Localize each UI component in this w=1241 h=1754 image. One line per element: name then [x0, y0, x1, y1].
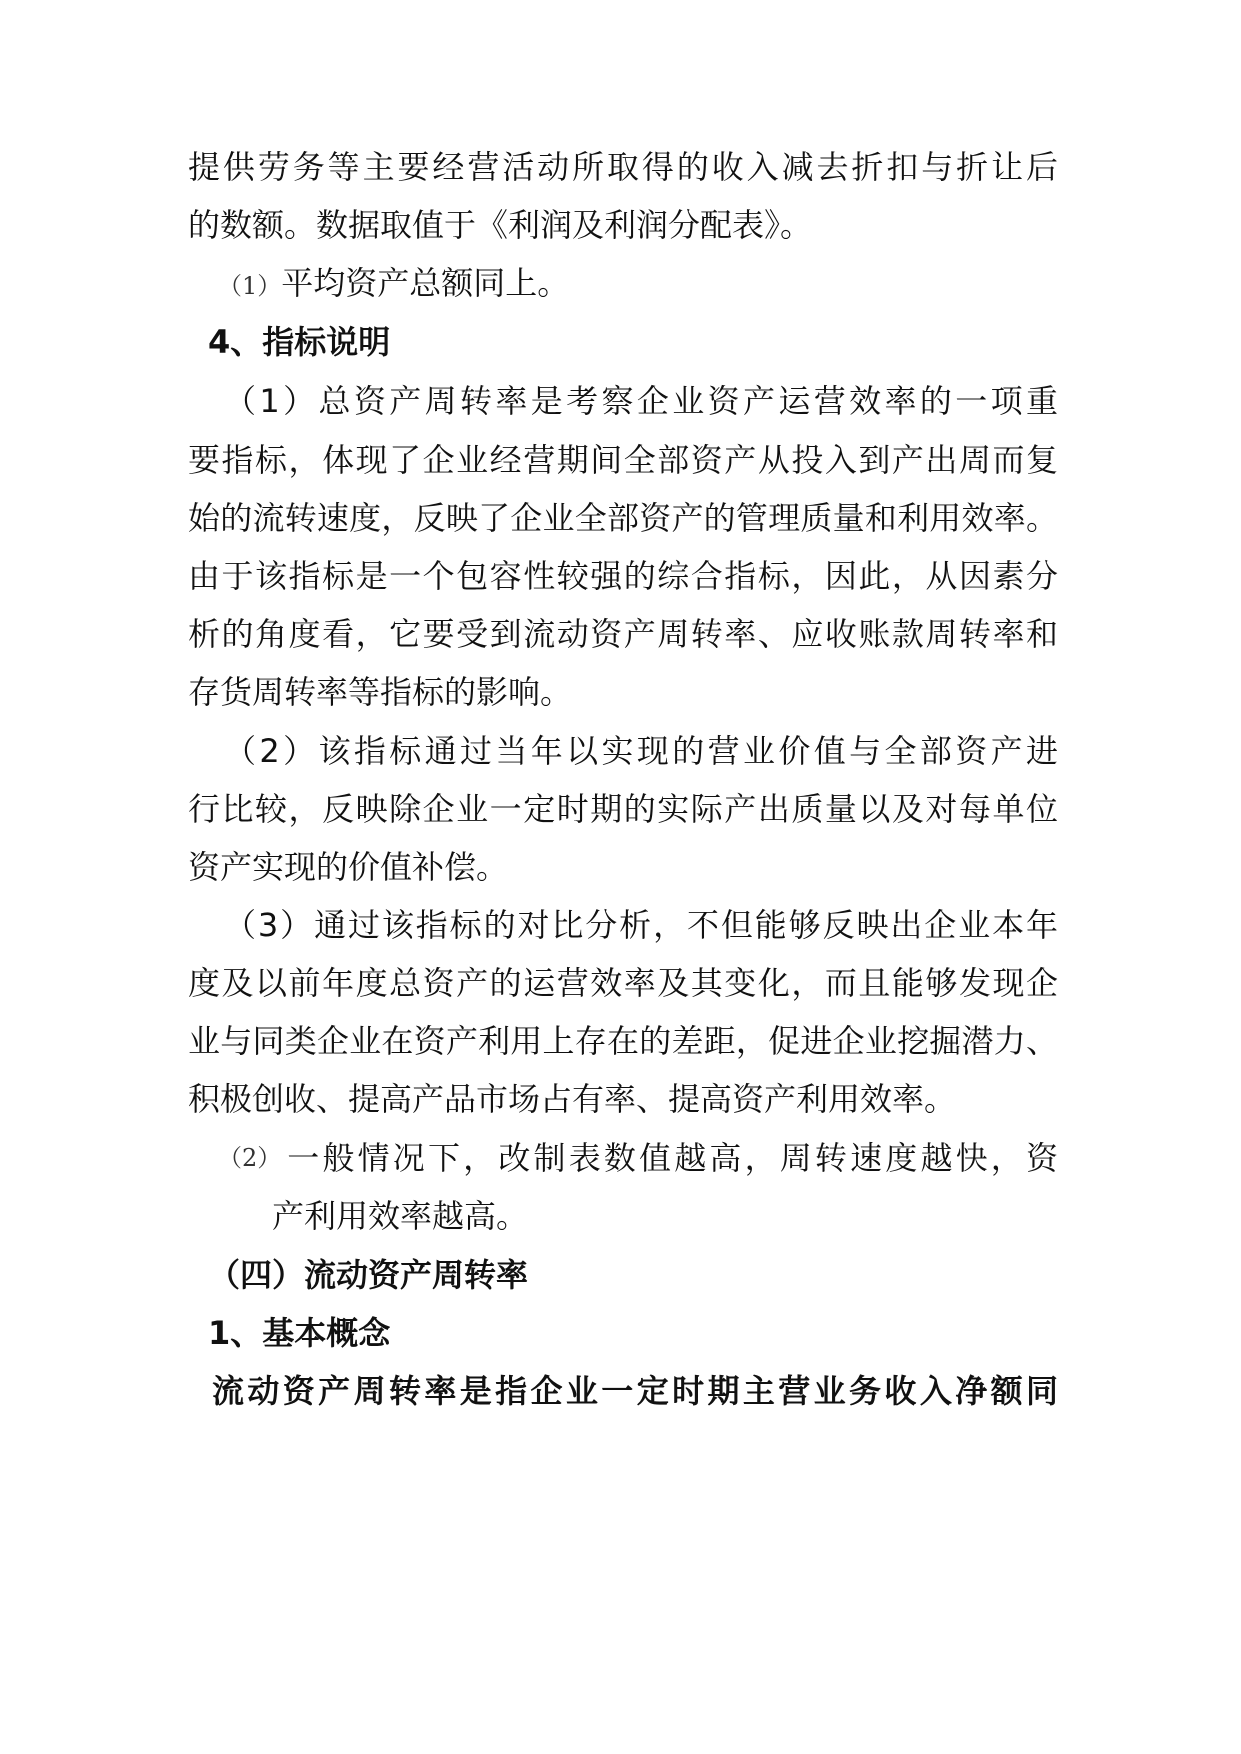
- list-item-text: 平均资产总额同上。: [281, 264, 570, 302]
- list-marker: （2）: [218, 1144, 282, 1172]
- paragraph-line: 始的流转速度，反映了企业全部资产的管理质量和利用效率。: [188, 499, 1058, 537]
- paragraph-line: （1）总资产周转率是考察企业资产运营效率的一项重: [224, 382, 1058, 420]
- paragraph-line: 流动资产周转率是指企业一定时期主营业务收入净额同: [212, 1372, 1058, 1410]
- paragraph-line: 由于该指标是一个包容性较强的综合指标，因此，从因素分: [188, 557, 1058, 595]
- paragraph-line: （3）通过该指标的对比分析，不但能够反映出企业本年: [224, 906, 1058, 944]
- paragraph-line: 积极创收、提高产品市场占有率、提高资产利用效率。: [188, 1080, 957, 1118]
- list-item: [218, 258, 1058, 308]
- paragraph-line: 资产实现的价值补偿。: [188, 848, 509, 886]
- paragraph-line: 度及以前年度总资产的运营效率及其变化，而且能够发现企: [188, 964, 1058, 1002]
- subsection-heading: 1、基本概念: [208, 1314, 391, 1352]
- paragraph-line: 要指标，体现了企业经营期间全部资产从投入到产出周而复: [188, 441, 1058, 479]
- section-heading: （四）流动资产周转率: [208, 1256, 529, 1294]
- paragraph-line: 提供劳务等主要经营活动所取得的收入减去折扣与折让后: [188, 148, 1058, 186]
- paragraph-line: 存货周转率等指标的影响。: [188, 673, 573, 711]
- list-item-text: 一般情况下，改制表数值越高，周转速度越快，资: [287, 1139, 1058, 1177]
- paragraph-line: 行比较，反映除企业一定时期的实际产出质量以及对每单位: [188, 790, 1058, 828]
- paragraph-line: 业与同类企业在资产利用上存在的差距，促进企业挖掘潜力、: [188, 1022, 1058, 1060]
- paragraph-line: 的数额。数据取值于《利润及利润分配表》。: [188, 206, 813, 244]
- list-item-continuation: 产利用效率越高。: [272, 1197, 529, 1235]
- list-item: [218, 1133, 1058, 1183]
- section-heading: 4、指标说明: [208, 323, 391, 361]
- paragraph-line: （2）该指标通过当年以实现的营业价值与全部资产进: [224, 732, 1058, 770]
- paragraph-line: 析的角度看，它要受到流动资产周转率、应收账款周转率和: [188, 615, 1058, 653]
- list-marker: （1）: [218, 272, 282, 300]
